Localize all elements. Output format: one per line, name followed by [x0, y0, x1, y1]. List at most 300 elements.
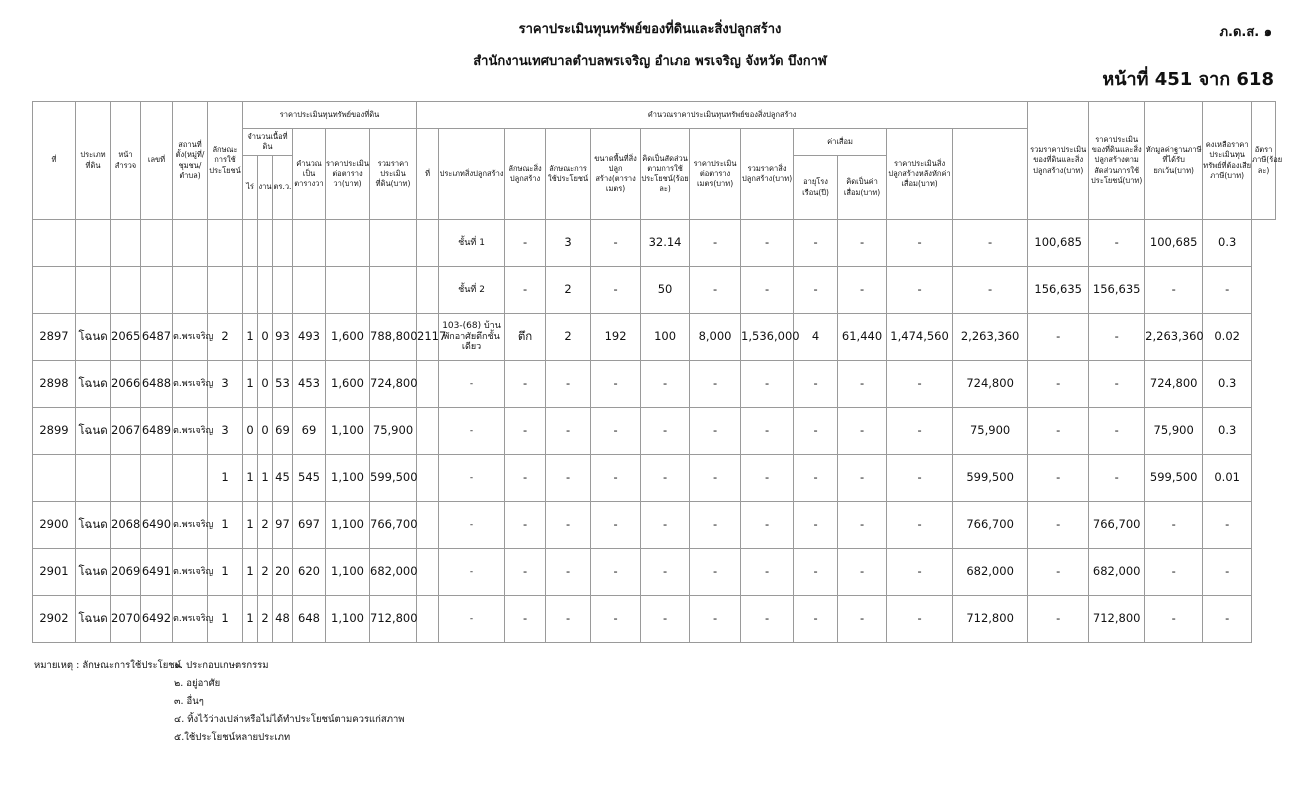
cell-type — [76, 455, 111, 502]
cell-exempt: 156,635 — [1089, 267, 1145, 314]
cell-dval: - — [838, 502, 887, 549]
cell-rai: 1 — [243, 314, 258, 361]
cell-btotal: - — [741, 267, 794, 314]
table-row — [33, 502, 1276, 549]
form-code: ภ.ด.ส. ๑ — [1219, 25, 1272, 40]
th-land-group: ราคาประเมินทุนทรัพย์ของที่ดิน — [243, 102, 417, 129]
cell-page — [111, 455, 141, 502]
cell-no — [33, 267, 76, 314]
cell-rate: - — [1203, 267, 1252, 314]
cell-btype: - — [439, 549, 505, 596]
th-usage: ลักษณะการใช้ประโยชน์ — [208, 102, 243, 220]
cell-dage: - — [794, 267, 838, 314]
cell-ngan: 0 — [258, 361, 273, 408]
cell-rai: 1 — [243, 361, 258, 408]
cell-bno — [417, 408, 439, 455]
cell-busage: - — [546, 361, 591, 408]
cell-bno — [417, 267, 439, 314]
th-no: ที่ — [33, 102, 76, 220]
cell-exempt: - — [1089, 455, 1145, 502]
cell-btotal: - — [741, 549, 794, 596]
cell-bno — [417, 549, 439, 596]
cell-bratio: - — [641, 549, 690, 596]
th-area-group: จำนวนเนื้อที่ดิน — [243, 129, 293, 156]
footnote-label: หมายเหตุ : ลักษณะการใช้ประโยชน์ — [34, 660, 182, 671]
cell-ratio: - — [1028, 314, 1089, 361]
cell-bafter: - — [887, 408, 953, 455]
cell-bratio: 100 — [641, 314, 690, 361]
cell-wa: 45 — [273, 455, 293, 502]
cell-grand: 599,500 — [953, 455, 1028, 502]
cell-no: 2898 — [33, 361, 76, 408]
cell-exempt: - — [1089, 361, 1145, 408]
cell-no: 2900 — [33, 502, 76, 549]
cell-ngan: 1 — [258, 455, 273, 502]
cell-dval: 61,440 — [838, 314, 887, 361]
cell-dval: - — [838, 267, 887, 314]
cell-btype: ชั้นที่ 1 — [439, 220, 505, 267]
th-b-style: ลักษณะสิ่งปลูกสร้าง — [505, 129, 546, 220]
cell-rai: 1 — [243, 502, 258, 549]
cell-dage: 4 — [794, 314, 838, 361]
cell-land: 75,900 — [370, 408, 417, 455]
cell-num: 6492 — [141, 596, 173, 643]
cell-dage: - — [794, 549, 838, 596]
cell-num — [141, 267, 173, 314]
cell-bstyle: - — [505, 502, 546, 549]
footnote-item: ๓. อื่นๆ — [174, 696, 204, 707]
cell-page: 2067 — [111, 408, 141, 455]
cell-ngan: 2 — [258, 549, 273, 596]
cell-no: 2901 — [33, 549, 76, 596]
cell-bprice: - — [690, 220, 741, 267]
cell-usage: 1 — [208, 549, 243, 596]
footnote-item: ๕.ใช้ประโยชน์หลายประเภท — [174, 732, 291, 743]
cell-usage: 2 — [208, 314, 243, 361]
cell-land — [370, 220, 417, 267]
cell-exempt: 682,000 — [1089, 549, 1145, 596]
cell-num: 6490 — [141, 502, 173, 549]
cell-ppw: 1,100 — [326, 408, 370, 455]
cell-grand: 682,000 — [953, 549, 1028, 596]
cell-bstyle: - — [505, 361, 546, 408]
cell-ngan — [258, 267, 273, 314]
cell-btotal: - — [741, 596, 794, 643]
cell-loc: ต.พรเจริญ — [173, 361, 208, 408]
page-info: หน้าที่ 451 จาก 618 — [1102, 69, 1274, 90]
cell-barea: - — [591, 408, 641, 455]
cell-btotal: - — [741, 455, 794, 502]
cell-wa — [273, 267, 293, 314]
cell-no: 2902 — [33, 596, 76, 643]
cell-dval: - — [838, 455, 887, 502]
cell-wa: 69 — [273, 408, 293, 455]
cell-usage: 1 — [208, 455, 243, 502]
cell-ngan: 0 — [258, 314, 273, 361]
footnote-item: ๑. ประกอบเกษตรกรรม — [174, 660, 269, 671]
cell-busage: 3 — [546, 220, 591, 267]
footnote-item: ๒. อยู่อาศัย — [174, 678, 221, 689]
cell-bafter: 1,474,560 — [887, 314, 953, 361]
cell-land — [370, 267, 417, 314]
cell-no: 2897 — [33, 314, 76, 361]
cell-land: 766,700 — [370, 502, 417, 549]
cell-ratio: - — [1028, 455, 1089, 502]
cell-rate: - — [1203, 549, 1252, 596]
th-taxable: คงเหลือราคาประเมินทุนทรัพย์ที่ต้องเสียภาษี(บาท) — [1203, 102, 1252, 220]
cell-ratio: 156,635 — [1028, 267, 1089, 314]
th-total-wa: คำนวณเป็นตารางวา — [293, 129, 326, 220]
cell-wa: 53 — [273, 361, 293, 408]
cell-ppw: 1,100 — [326, 596, 370, 643]
th-grand-total: รวมราคาประเมินของที่ดินและสิ่งปลูกสร้าง(บาท) — [1028, 102, 1089, 220]
table-row — [33, 314, 1276, 361]
cell-bprice: - — [690, 408, 741, 455]
cell-no — [33, 220, 76, 267]
cell-bratio: - — [641, 596, 690, 643]
cell-dage: - — [794, 596, 838, 643]
cell-grand: 766,700 — [953, 502, 1028, 549]
table-row — [33, 455, 1276, 502]
cell-type: โฉนด — [76, 502, 111, 549]
cell-ngan: 2 — [258, 502, 273, 549]
footnote-items — [174, 657, 405, 747]
cell-bstyle: - — [505, 408, 546, 455]
cell-bratio: 32.14 — [641, 220, 690, 267]
cell-btype: - — [439, 596, 505, 643]
cell-rate: 0.01 — [1203, 455, 1252, 502]
cell-bafter: - — [887, 267, 953, 314]
cell-bafter: - — [887, 455, 953, 502]
cell-btype: - — [439, 455, 505, 502]
cell-bafter: - — [887, 361, 953, 408]
th-location: สถานที่ตั้ง(หมู่ที่/ชุมชน/ตำบล) — [173, 102, 208, 220]
cell-exempt: 712,800 — [1089, 596, 1145, 643]
cell-bstyle: - — [505, 267, 546, 314]
cell-bno — [417, 220, 439, 267]
cell-land: 788,800 — [370, 314, 417, 361]
cell-grand: 724,800 — [953, 361, 1028, 408]
cell-taxable: 724,800 — [1145, 361, 1203, 408]
cell-ppw: 1,100 — [326, 502, 370, 549]
cell-type: โฉนด — [76, 596, 111, 643]
cell-dage: - — [794, 220, 838, 267]
cell-twa: 545 — [293, 455, 326, 502]
cell-bratio: - — [641, 502, 690, 549]
table-row — [33, 408, 1276, 455]
cell-ppw: 1,100 — [326, 455, 370, 502]
table-row — [33, 220, 1276, 267]
cell-usage — [208, 267, 243, 314]
th-b-price-sqm: ราคาประเมินต่อตารางเมตร(บาท) — [690, 129, 741, 220]
cell-ngan: 2 — [258, 596, 273, 643]
cell-loc: ต.พรเจริญ — [173, 314, 208, 361]
cell-exempt: - — [1089, 408, 1145, 455]
th-dep-age: อายุโรงเรือน(ปี) — [794, 156, 838, 220]
cell-dval: - — [838, 596, 887, 643]
cell-barea: - — [591, 455, 641, 502]
cell-loc — [173, 220, 208, 267]
cell-bprice: - — [690, 549, 741, 596]
cell-bstyle: - — [505, 455, 546, 502]
cell-bprice: - — [690, 455, 741, 502]
cell-bno: 2117 — [417, 314, 439, 361]
cell-twa — [293, 220, 326, 267]
cell-ppw: 1,100 — [326, 549, 370, 596]
cell-page: 2065 — [111, 314, 141, 361]
cell-barea: - — [591, 549, 641, 596]
cell-loc: ต.พรเจริญ — [173, 502, 208, 549]
cell-usage: 1 — [208, 596, 243, 643]
cell-bratio: 50 — [641, 267, 690, 314]
cell-type — [76, 267, 111, 314]
cell-rate: 0.3 — [1203, 408, 1252, 455]
table-row — [33, 267, 1276, 314]
cell-bafter: - — [887, 220, 953, 267]
cell-rai: 1 — [243, 549, 258, 596]
cell-barea: 192 — [591, 314, 641, 361]
cell-num: 6488 — [141, 361, 173, 408]
cell-busage: 2 — [546, 267, 591, 314]
cell-bno — [417, 455, 439, 502]
cell-wa: 93 — [273, 314, 293, 361]
table-row — [33, 361, 1276, 408]
cell-busage: - — [546, 408, 591, 455]
cell-barea: - — [591, 220, 641, 267]
cell-ratio: - — [1028, 408, 1089, 455]
cell-taxable: - — [1145, 549, 1203, 596]
cell-land: 682,000 — [370, 549, 417, 596]
cell-btotal: 1,536,000 — [741, 314, 794, 361]
cell-barea: - — [591, 502, 641, 549]
assessment-table — [32, 101, 1283, 643]
cell-taxable: - — [1145, 267, 1203, 314]
th-number: เลขที่ — [141, 102, 173, 220]
cell-btype: 103-(68) บ้านพักอาศัยตึกชั้นเดียว — [439, 314, 505, 361]
cell-dage: - — [794, 502, 838, 549]
cell-dage: - — [794, 361, 838, 408]
th-exemption: หักมูลค่าฐานภาษีที่ได้รับยกเว้น(บาท) — [1145, 102, 1203, 220]
cell-taxable: 75,900 — [1145, 408, 1203, 455]
cell-type: โฉนด — [76, 549, 111, 596]
cell-type: โฉนด — [76, 408, 111, 455]
cell-loc: ต.พรเจริญ — [173, 408, 208, 455]
table-row — [33, 549, 1276, 596]
cell-twa: 648 — [293, 596, 326, 643]
th-dep-value: คิดเป็นค่าเสื่อม(บาท) — [838, 156, 887, 220]
cell-btotal: - — [741, 502, 794, 549]
cell-bratio: - — [641, 361, 690, 408]
cell-rai — [243, 220, 258, 267]
report-title: ราคาประเมินทุนทรัพย์ของที่ดินและสิ่งปลูกสร้าง — [518, 22, 782, 37]
cell-page: 2068 — [111, 502, 141, 549]
cell-wa: 48 — [273, 596, 293, 643]
th-b-no: ที่ — [417, 129, 439, 220]
cell-btype: - — [439, 361, 505, 408]
cell-ngan: 0 — [258, 408, 273, 455]
th-price-per-wa: ราคาประเมินต่อตารางวา(บาท) — [326, 129, 370, 220]
cell-page: 2069 — [111, 549, 141, 596]
th-wa: ตร.ว. — [273, 156, 293, 220]
cell-loc: ต.พรเจริญ — [173, 549, 208, 596]
cell-num: 6491 — [141, 549, 173, 596]
cell-bprice: 8,000 — [690, 314, 741, 361]
cell-ppw: 1,600 — [326, 314, 370, 361]
cell-bstyle: ตึก — [505, 314, 546, 361]
cell-wa — [273, 220, 293, 267]
cell-grand: 712,800 — [953, 596, 1028, 643]
cell-barea: - — [591, 361, 641, 408]
cell-rai: 1 — [243, 455, 258, 502]
cell-taxable: - — [1145, 502, 1203, 549]
cell-dval: - — [838, 361, 887, 408]
cell-land: 724,800 — [370, 361, 417, 408]
cell-dval: - — [838, 408, 887, 455]
cell-num — [141, 220, 173, 267]
th-b-ratio: คิดเป็นสัดส่วนตามการใช้ประโยชน์(ร้อยละ) — [641, 129, 690, 220]
cell-rate: 0.3 — [1203, 220, 1252, 267]
cell-taxable: 2,263,360 — [1145, 314, 1203, 361]
cell-bstyle: - — [505, 220, 546, 267]
cell-busage: - — [546, 455, 591, 502]
cell-btype: ชั้นที่ 2 — [439, 267, 505, 314]
cell-twa: 697 — [293, 502, 326, 549]
cell-rate: - — [1203, 596, 1252, 643]
th-land-total: รวมราคาประเมินที่ดิน(บาท) — [370, 129, 417, 220]
cell-rate: 0.02 — [1203, 314, 1252, 361]
cell-bprice: - — [690, 502, 741, 549]
cell-twa: 620 — [293, 549, 326, 596]
cell-wa: 97 — [273, 502, 293, 549]
cell-twa: 453 — [293, 361, 326, 408]
footnote-item: ๔. ทิ้งไว้ว่างเปล่าหรือไม่ได้ทำประโยชน์ตามควรแก่สภาพ — [174, 714, 405, 725]
cell-type: โฉนด — [76, 314, 111, 361]
cell-twa: 69 — [293, 408, 326, 455]
cell-dval: - — [838, 549, 887, 596]
cell-loc — [173, 267, 208, 314]
cell-btype: - — [439, 502, 505, 549]
cell-bstyle: - — [505, 549, 546, 596]
cell-btype: - — [439, 408, 505, 455]
cell-rate: 0.3 — [1203, 361, 1252, 408]
cell-land: 712,800 — [370, 596, 417, 643]
cell-barea: - — [591, 596, 641, 643]
th-rai: ไร่ — [243, 156, 258, 220]
cell-usage: 1 — [208, 502, 243, 549]
cell-grand: 2,263,360 — [953, 314, 1028, 361]
cell-exempt: 766,700 — [1089, 502, 1145, 549]
cell-btotal: - — [741, 220, 794, 267]
cell-dage: - — [794, 408, 838, 455]
cell-usage: 3 — [208, 408, 243, 455]
cell-ngan — [258, 220, 273, 267]
cell-rai: 1 — [243, 596, 258, 643]
table-row — [33, 596, 1276, 643]
cell-ratio: - — [1028, 361, 1089, 408]
th-b-area: ขนาดพื้นที่สิ่งปลูกสร้าง(ตารางเมตร) — [591, 129, 641, 220]
th-ngan: งาน — [258, 156, 273, 220]
cell-ppw: 1,600 — [326, 361, 370, 408]
cell-exempt: - — [1089, 314, 1145, 361]
th-b-usage: ลักษณะการใช้ประโยชน์ — [546, 129, 591, 220]
th-b-type: ประเภทสิ่งปลูกสร้าง — [439, 129, 505, 220]
cell-dval: - — [838, 220, 887, 267]
th-survey-page: หน้าสำรวจ — [111, 102, 141, 220]
cell-btotal: - — [741, 408, 794, 455]
th-building-group: คำนวณราคาประเมินทุนทรัพย์ของสิ่งปลูกสร้าง — [417, 102, 1028, 129]
cell-grand: 75,900 — [953, 408, 1028, 455]
cell-page — [111, 220, 141, 267]
cell-twa: 493 — [293, 314, 326, 361]
cell-bafter: - — [887, 549, 953, 596]
cell-type: โฉนด — [76, 361, 111, 408]
cell-usage — [208, 220, 243, 267]
cell-grand: - — [953, 220, 1028, 267]
cell-bno — [417, 596, 439, 643]
cell-page — [111, 267, 141, 314]
cell-taxable: 100,685 — [1145, 220, 1203, 267]
cell-busage: - — [546, 502, 591, 549]
th-tax-rate: อัตราภาษี(ร้อยละ) — [1252, 102, 1276, 220]
cell-no — [33, 455, 76, 502]
table-body — [33, 220, 1276, 643]
cell-bratio: - — [641, 455, 690, 502]
office-title: สำนักงานเทศบาลตำบลพรเจริญ อำเภอ พรเจริญ จังหวัด บึงกาฬ — [473, 54, 827, 69]
cell-busage: - — [546, 549, 591, 596]
cell-btotal: - — [741, 361, 794, 408]
cell-bstyle: - — [505, 596, 546, 643]
cell-ppw — [326, 220, 370, 267]
cell-ratio: - — [1028, 596, 1089, 643]
cell-busage: 2 — [546, 314, 591, 361]
cell-loc — [173, 455, 208, 502]
cell-bprice: - — [690, 361, 741, 408]
cell-page: 2066 — [111, 361, 141, 408]
cell-grand: - — [953, 267, 1028, 314]
cell-rai: 0 — [243, 408, 258, 455]
th-ratio-value: ราคาประเมินของที่ดินและสิ่งปลูกสร้างตามสัดส่วนการใช้ประโยชน์(บาท) — [1089, 102, 1145, 220]
cell-no: 2899 — [33, 408, 76, 455]
cell-rate: - — [1203, 502, 1252, 549]
cell-rai — [243, 267, 258, 314]
cell-bno — [417, 361, 439, 408]
cell-bprice: - — [690, 596, 741, 643]
cell-exempt: - — [1089, 220, 1145, 267]
cell-usage: 3 — [208, 361, 243, 408]
cell-bprice: - — [690, 267, 741, 314]
cell-page: 2070 — [111, 596, 141, 643]
cell-barea: - — [591, 267, 641, 314]
cell-bratio: - — [641, 408, 690, 455]
cell-ratio: 100,685 — [1028, 220, 1089, 267]
cell-type — [76, 220, 111, 267]
cell-twa — [293, 267, 326, 314]
cell-ppw — [326, 267, 370, 314]
th-doc-type: ประเภทที่ดิน — [76, 102, 111, 220]
cell-taxable: - — [1145, 596, 1203, 643]
cell-ratio: - — [1028, 549, 1089, 596]
cell-num: 6487 — [141, 314, 173, 361]
th-depreciation-group: ค่าเสื่อม — [794, 129, 887, 156]
cell-num: 6489 — [141, 408, 173, 455]
th-b-total: รวมราคาสิ่งปลูกสร้าง(บาท) — [741, 129, 794, 220]
cell-num — [141, 455, 173, 502]
cell-dage: - — [794, 455, 838, 502]
cell-land: 599,500 — [370, 455, 417, 502]
cell-bafter: - — [887, 502, 953, 549]
cell-busage: - — [546, 596, 591, 643]
cell-ratio: - — [1028, 502, 1089, 549]
